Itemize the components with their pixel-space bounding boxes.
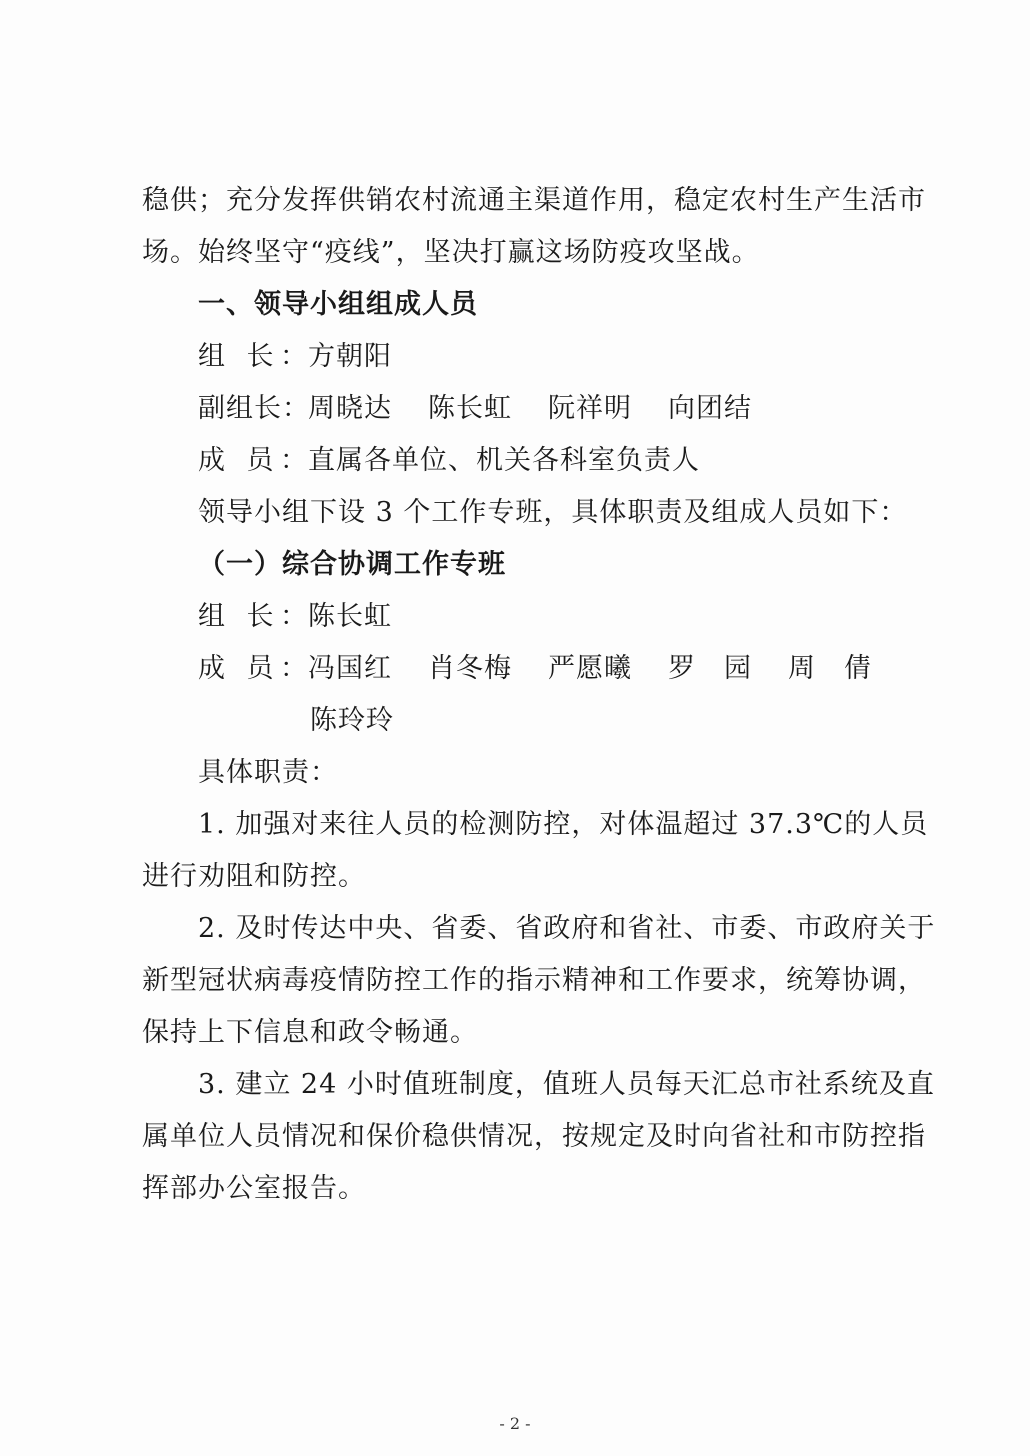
paragraph-line-2: 场。始终坚守“疫线”，坚决打赢这场防疫攻坚战。: [142, 237, 760, 268]
s2-member-role-label: 成 员：: [198, 653, 308, 684]
duty-2-line-2: 新型冠状病毒疫情防控工作的指示精神和工作要求，统筹协调，: [142, 965, 926, 996]
s2-member-name-4: 罗 园: [668, 653, 752, 684]
member-description: 直属各单位、机关各科室负责人: [308, 445, 700, 476]
duties-label: 具体职责：: [198, 757, 338, 788]
duty-3-line-1: 3. 建立 24 小时值班制度，值班人员每天汇总市社系统及直: [198, 1069, 935, 1100]
s2-member-name-3: 严愿曦: [548, 653, 632, 684]
deputy-role-label: 副组长：: [198, 393, 310, 424]
deputy-name-3: 阮祥明: [548, 393, 632, 424]
paragraph-line-1: 稳供；充分发挥供销农村流通主渠道作用，稳定农村生产生活市: [142, 185, 926, 216]
duty-3-line-3: 挥部办公室报告。: [142, 1173, 366, 1204]
leader-name: 方朝阳: [308, 341, 392, 372]
s2-leader-row: [198, 600, 392, 634]
deputy-name-2: 陈长虹: [428, 393, 512, 424]
deputy-row: [198, 392, 788, 426]
leader-role-label: 组 长：: [198, 341, 308, 372]
section-heading-2: （一）综合协调工作专班: [198, 549, 506, 580]
s2-member-name-5: 周 倩: [788, 653, 872, 684]
duty-3-line-2: 属单位人员情况和保价稳供情况，按规定及时向省社和市防控指: [142, 1121, 926, 1152]
deputy-name-1: 周晓达: [308, 393, 392, 424]
s2-leader-name: 陈长虹: [308, 601, 392, 632]
page-number: - 2 -: [499, 1414, 531, 1433]
leader-row: [198, 340, 392, 374]
member-role-label: 成 员：: [198, 445, 308, 476]
s2-member-row-2: 陈玲玲: [310, 705, 394, 736]
deputy-name-4: 向团结: [668, 393, 752, 424]
duty-2-line-3: 保持上下信息和政令畅通。: [142, 1017, 478, 1048]
s2-member-row: [198, 652, 908, 686]
section-heading-1: 一、领导小组组成人员: [198, 289, 478, 320]
duty-2-line-1: 2. 及时传达中央、省委、省政府和省社、市委、市政府关于: [198, 913, 936, 944]
sub-group-intro: 领导小组下设 3 个工作专班，具体职责及组成人员如下：: [198, 497, 908, 528]
s2-member-name-2: 肖冬梅: [428, 653, 512, 684]
s2-leader-role-label: 组 长：: [198, 601, 308, 632]
member-row: [198, 444, 700, 478]
duty-1-line-2: 进行劝阻和防控。: [142, 861, 366, 892]
s2-member-name-1: 冯国红: [308, 653, 392, 684]
duty-1-line-1: 1. 加强对来往人员的检测防控，对体温超过 37.3℃的人员: [198, 809, 929, 840]
